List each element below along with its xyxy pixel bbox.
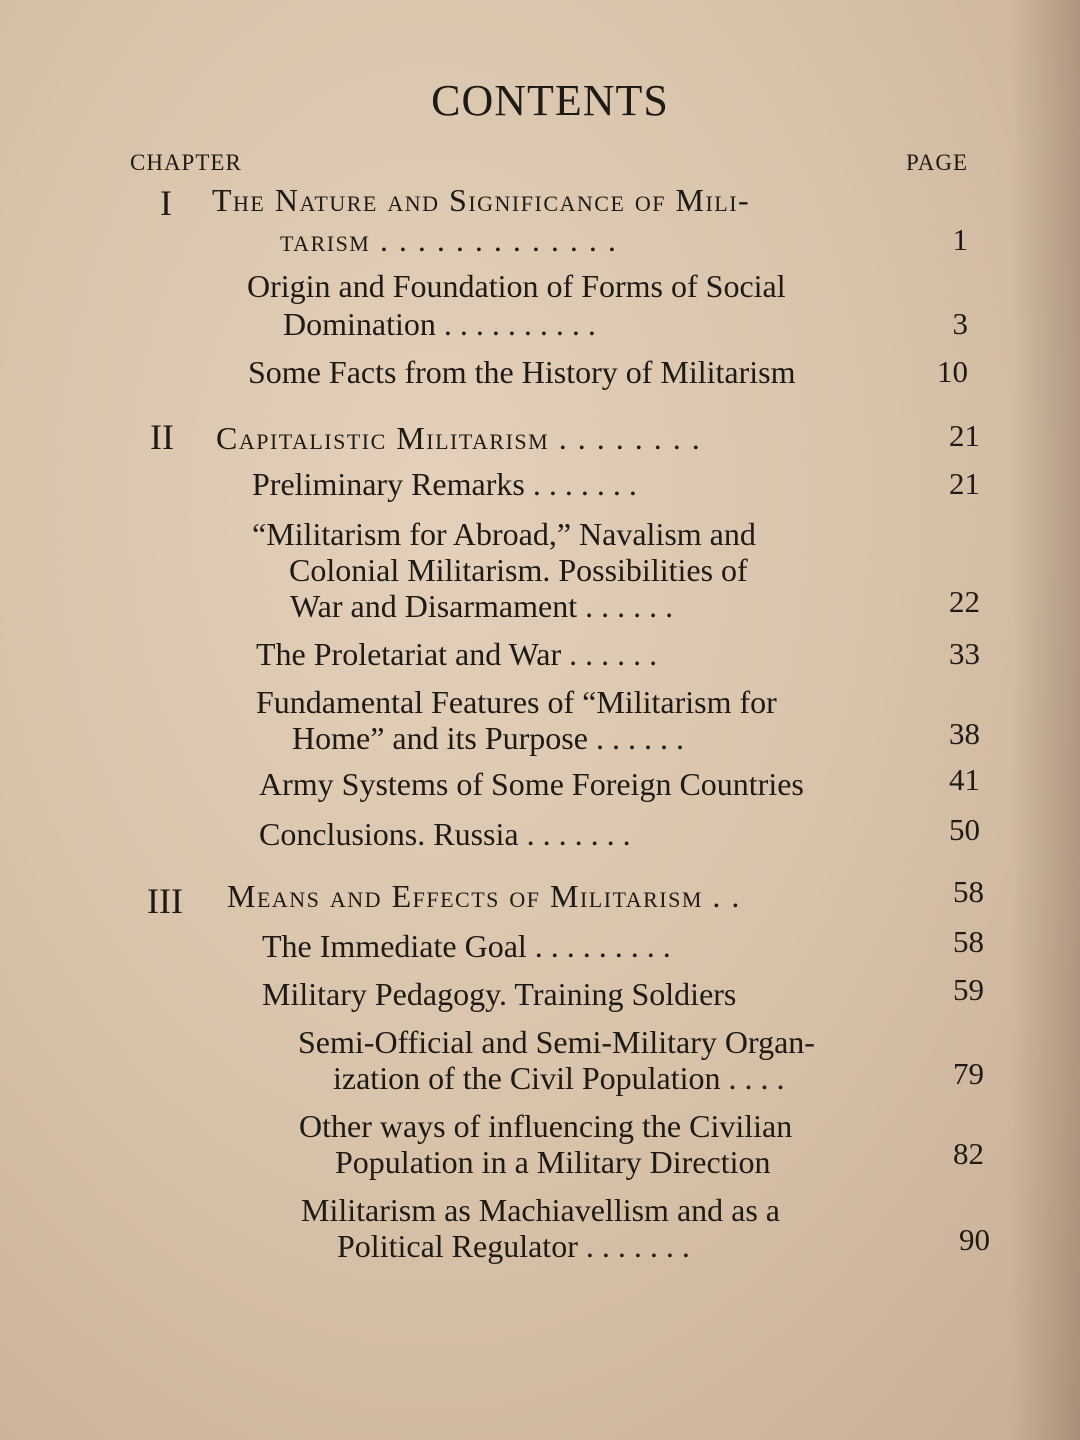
page-number: 79 (953, 1056, 984, 1091)
page-number: 59 (953, 972, 984, 1007)
section-title: Militarism as Machiavellism and as a (301, 1192, 780, 1228)
section-title: Fundamental Features of “Militarism for (256, 684, 777, 720)
section-title: The Immediate Goal . . . . . . . . . (262, 928, 671, 964)
section-title-continued: Home” and its Purpose . . . . . . (292, 720, 684, 756)
page-number: 41 (949, 762, 980, 797)
page-number: 50 (949, 812, 980, 847)
section-title: Origin and Foundation of Forms of Social (247, 268, 786, 304)
page-number: 3 (952, 306, 968, 341)
page-number: 21 (949, 466, 980, 501)
page-column-header: PAGE (906, 150, 968, 175)
section-title-continued: Domination . . . . . . . . . . (283, 306, 596, 342)
section-title-continued: ization of the Civil Population . . . . (333, 1060, 785, 1096)
page-title: CONTENTS (431, 76, 669, 125)
chapter-column-header: CHAPTER (130, 150, 242, 175)
page-number: 10 (937, 354, 968, 389)
section-title: Army Systems of Some Foreign Countries (259, 766, 804, 802)
page-number: 58 (953, 874, 984, 909)
chapter-title: Means and Effects of Militarism . . (227, 878, 741, 914)
page-number: 21 (949, 418, 980, 453)
section-title-continued: War and Disarmament . . . . . . (290, 588, 674, 624)
page-number: 38 (949, 716, 980, 751)
page-number: 22 (949, 584, 980, 619)
chapter-numeral: III (147, 881, 183, 921)
chapter-numeral: I (160, 183, 172, 223)
section-title: Military Pedagogy. Training Soldiers (262, 976, 737, 1012)
page-number: 1 (952, 222, 968, 257)
section-title-continued: Colonial Militarism. Possibilities of (289, 552, 748, 588)
chapter-title: The Nature and Significance of Mili- (212, 182, 751, 218)
page-number: 90 (959, 1222, 990, 1257)
chapter-numeral: II (150, 417, 174, 457)
chapter-title-continued: tarism . . . . . . . . . . . . . (280, 222, 618, 258)
page-edge-shadow (1010, 0, 1080, 1440)
page-number: 58 (953, 924, 984, 959)
chapter-title: Capitalistic Militarism . . . . . . . . (216, 420, 702, 456)
section-title: Other ways of influencing the Civilian (299, 1108, 793, 1144)
section-title-continued: Political Regulator . . . . . . . (337, 1228, 690, 1264)
section-title-continued: Population in a Military Direction (335, 1144, 771, 1180)
section-title: Some Facts from the History of Militarism (248, 354, 796, 390)
section-title: Semi-Official and Semi-Military Organ- (298, 1024, 815, 1060)
page-number: 82 (953, 1136, 984, 1171)
section-title: “Militarism for Abroad,” Navalism and (252, 516, 756, 552)
section-title: Conclusions. Russia . . . . . . . (259, 816, 631, 852)
page-number: 33 (949, 636, 980, 671)
section-title: Preliminary Remarks . . . . . . . (252, 466, 637, 502)
section-title: The Proletariat and War . . . . . . (256, 636, 658, 672)
